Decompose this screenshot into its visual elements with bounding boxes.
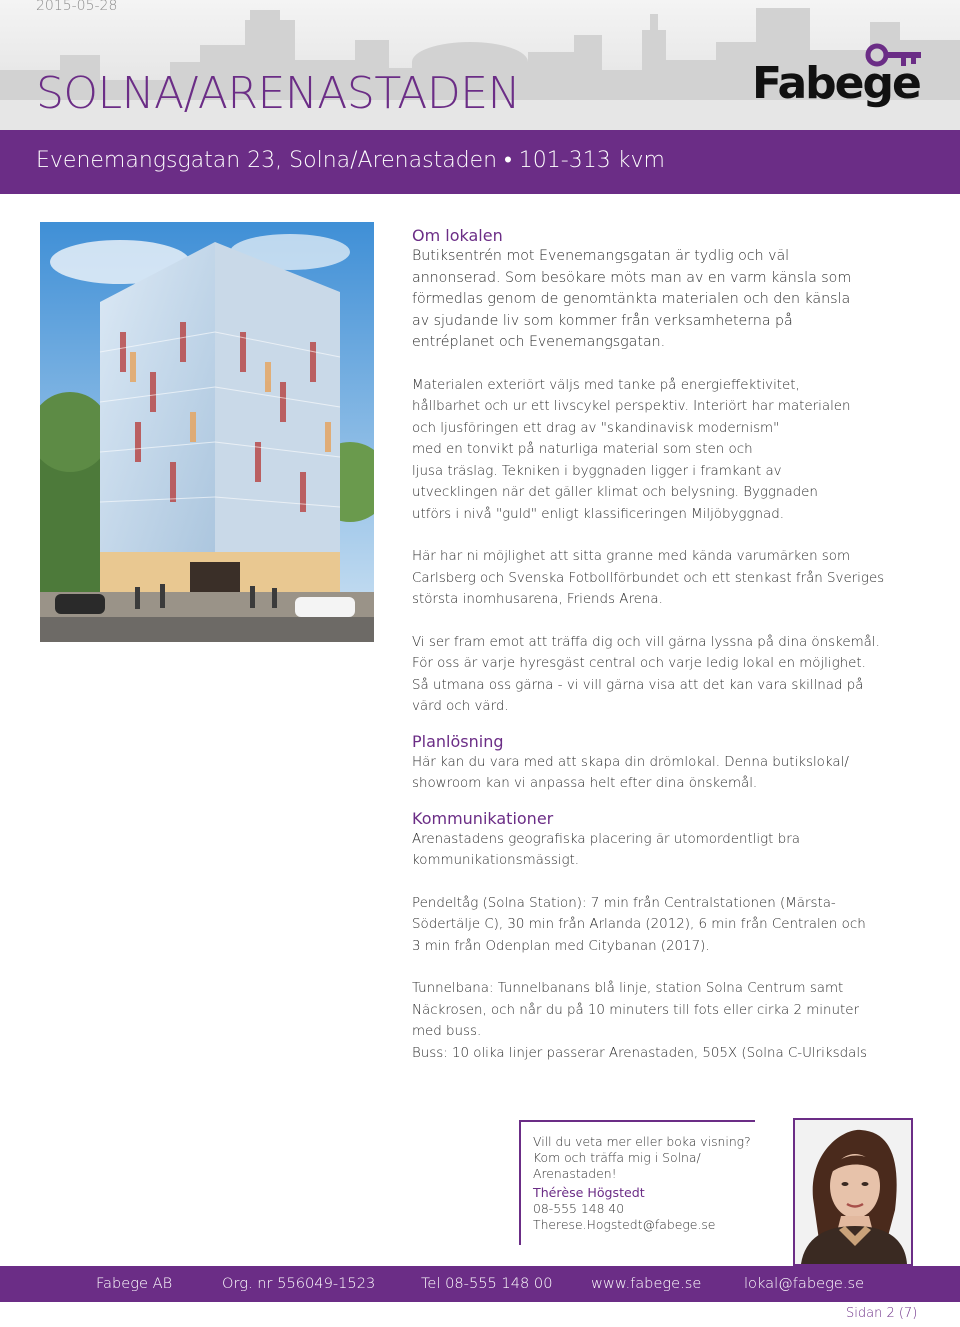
- text-line: Butiksentrén mot Evenemangsgatan är tydlig och väl: [412, 248, 790, 264]
- text-line: Carlsberg och Svenska Fotbollförbundet och ett stenkast från Sveriges: [412, 570, 885, 586]
- text-line: Här har ni möjlighet att sitta granne med kända varumärken som: [412, 549, 851, 564]
- text-line: Södertälje C), 30 min från Arlanda (2012), 6 min från Centralen och: [412, 917, 866, 932]
- contact-box: [519, 1120, 755, 1245]
- footer-org-number: Org. nr 556049-1523: [222, 1275, 376, 1292]
- contact-phone[interactable]: 08-555 148 40: [533, 1201, 625, 1216]
- text-line: Arenastadens geografiska placering är utomordentligt bra: [412, 831, 800, 847]
- section-heading-om-lokalen: Om lokalen: [412, 226, 503, 245]
- contact-email[interactable]: Therese.Hogstedt@fabege.se: [533, 1217, 716, 1232]
- contact-name: Thérèse Högstedt: [533, 1185, 645, 1200]
- footer-website-link[interactable]: www.fabege.se: [591, 1275, 702, 1292]
- text-line: Tunnelbana: Tunnelbanans blå linje, station Solna Centrum samt: [412, 981, 844, 996]
- text-line: 3 min från Odenplan med Citybanan (2017).: [412, 938, 710, 954]
- text-line: För oss är varje hyresgäst central och varje ledig lokal en möjlighet.: [412, 656, 866, 671]
- text-line: och ljusföringen ett drag av "skandinavisk modernism": [412, 420, 780, 436]
- text-line: hållbarhet och ur ett livscykel perspektiv. Interiört har materialen: [412, 399, 851, 414]
- text-line: av sjudande liv som kommer från verksamheterna på: [412, 312, 793, 329]
- contact-question: [533, 1134, 755, 1182]
- om-lokalen-paragraph-3: [412, 546, 912, 611]
- contact-portrait: [793, 1118, 913, 1266]
- page-title: SOLNA/ARENASTADEN: [36, 68, 520, 119]
- footer-phone[interactable]: Tel 08-555 148 00: [421, 1275, 553, 1292]
- text-line: Pendeltåg (Solna Station): 7 min från Centralstationen (Märsta-: [412, 895, 836, 911]
- planlosning-paragraph: [412, 752, 912, 795]
- text-line: Materialen exteriört väljs med tanke på energieffektivitet,: [412, 377, 800, 393]
- om-lokalen-paragraph-4: [412, 632, 912, 718]
- section-heading-planlosning: Planlösning: [412, 731, 504, 751]
- text-line: Vi ser fram emot att träffa dig och vill gärna lyssna på dina önskemål.: [412, 634, 880, 650]
- logo-wordmark: Fabege: [752, 58, 920, 109]
- footer-email-link[interactable]: lokal@fabege.se: [744, 1275, 865, 1292]
- text-line: med en tonvikt på naturliga material som sten och: [412, 442, 753, 457]
- text-line: showroom kan vi anpassa helt efter dina önskemål.: [412, 776, 758, 791]
- footer-company: Fabege AB: [96, 1275, 173, 1292]
- main-content: [412, 226, 912, 1064]
- address-band: [0, 130, 960, 194]
- text-line: med buss.: [412, 1024, 482, 1039]
- page-number: Sidan 2 (7): [846, 1306, 918, 1321]
- text-line: Vill du veta mer eller boka visning?: [533, 1134, 751, 1149]
- text-line: Kom och träffa mig i Solna/: [533, 1150, 701, 1165]
- text-line: utförs i nivå "guld" enligt klassificeringen Miljöbyggnad.: [412, 506, 784, 522]
- om-lokalen-paragraph-1: [412, 246, 912, 354]
- fabege-logo: [752, 42, 922, 122]
- text-line: Arenastaden!: [533, 1166, 617, 1181]
- text-line: Så utmana oss gärna - vi vill gärna visa att det kan vara skillnad på: [412, 677, 864, 693]
- page-footer: [0, 1266, 960, 1302]
- text-line: Näckrosen, och når du på 10 minuters till fots eller cirka 2 minuter: [412, 1002, 859, 1018]
- text-line: annonserad. Som besökare möts man av en varm känsla som: [412, 269, 852, 286]
- address-size-line: Evenemangsgatan 23, Solna/Arenastaden • 101-313 kvm: [36, 148, 665, 173]
- text-line: kommunikationsmässigt.: [412, 853, 580, 868]
- text-line: största inomhusarena, Friends Arena.: [412, 592, 663, 607]
- text-line: ljusa träslag. Tekniken i byggnaden ligger i framkant av: [412, 463, 782, 479]
- kommunikationer-paragraph-3: [412, 978, 912, 1064]
- text-line: Här kan du vara med att skapa din drömlokal. Denna butikslokal/: [412, 754, 849, 770]
- text-line: entréplanet och Evenemangsgatan.: [412, 334, 666, 350]
- text-line: värd och värd.: [412, 699, 509, 714]
- kommunikationer-paragraph-2: [412, 893, 912, 958]
- text-line: utvecklingen när det gäller klimat och belysning. Byggnaden: [412, 485, 818, 500]
- section-heading-kommunikationer: Kommunikationer: [412, 808, 554, 828]
- om-lokalen-paragraph-2: [412, 375, 912, 526]
- kommunikationer-paragraph-1: [412, 829, 912, 872]
- text-line: förmedlas genom de genomtänkta materialen och den känsla: [412, 291, 851, 307]
- document-date: 2015-05-28: [36, 0, 118, 14]
- text-line: Buss: 10 olika linjer passerar Arenastaden, 505X (Solna C-Ulriksdals: [412, 1045, 868, 1061]
- page-header: [0, 0, 960, 130]
- building-photo: [40, 222, 374, 642]
